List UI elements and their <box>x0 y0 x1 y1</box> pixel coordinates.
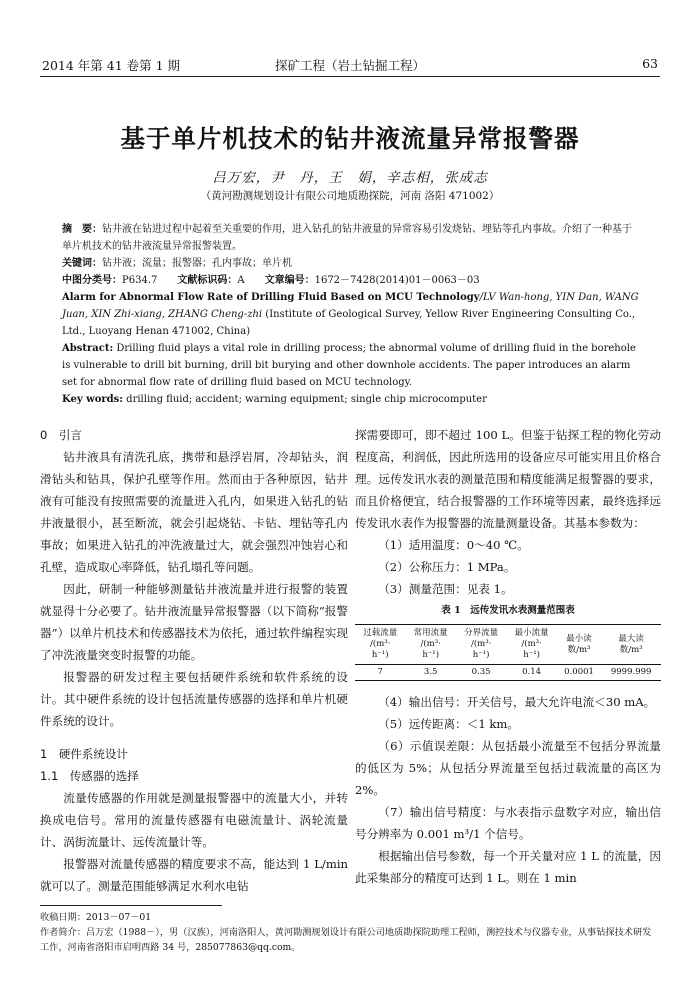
issue-info: 2014 年第 41 卷第 1 期 <box>42 58 181 73</box>
affiliation: （黄河勘测规划设计有限公司地质勘探院，河南 洛阳 471002） <box>200 190 500 202</box>
param-item: （5）远传距离：＜1 km。 <box>378 717 519 731</box>
table-header: 最大读 数/m³ <box>601 625 661 665</box>
header-rule <box>40 76 660 77</box>
section-heading-intro: 0 引言 <box>40 428 82 442</box>
abstract-en <box>62 340 640 391</box>
english-affiliation: (Institute of Geological Survey, Yellow River Engineering Consulting Co., Ltd., Luoyang Henan 471002, China) <box>62 309 636 337</box>
paragraph: 钻井液具有清洗孔底，携带和悬浮岩屑，冷却钻头，润滑钻头和钻具，保护孔壁等作用。然而由于各种原因，钻井液有可能没有按照需要的流量进入孔内，如果进入钻孔的钻井液量很小，甚至断流，就会引起烧钻、卡钻、埋钻等孔内事故；如果进入钻孔的冲洗液量过大，就会强烈冲蚀岩心和孔壁，造成取心率降低，钻孔塌孔等问题。 <box>40 450 348 574</box>
author-bio: 作者简介：吕万宏（1988－），男（汉族），河南洛阳人，黄河勘测规划设计有限公司地质勘探院助理工程师，测控技术与仪器专业，从事钻探技术研发工作，河南省洛阳市启明西路 34 号，285077863@qq.com。 <box>40 927 652 953</box>
table-header: 分界流量 /(m³· h⁻¹) <box>456 625 506 665</box>
paragraph: 流量传感器的作用就是测量报警器中的流量大小，并转换成电信号。常用的流量传感器有电磁流量计、涡轮流量计、涡街流量计、远传流量计等。 <box>40 791 348 849</box>
abstract-en-text: Drilling fluid plays a vital role in drilling process; the abnormal volume of drilling fluid in the borehole is vulnerable to drill bit burning, drill bit burying and other downhole accidents. The paper introduces an alarm set for abnormal flow rate of drilling fluid based on MCU technology. <box>62 343 636 388</box>
param-item: （3）测量范围：见表 1。 <box>378 582 513 596</box>
param-item: （7）输出信号精度：与水表指示盘数字对应，输出信号分辨率为 0.001 m³/1 个信号。 <box>355 805 661 841</box>
table-cell: 0.35 <box>456 665 506 681</box>
english-title: Alarm for Abnormal Flow Rate of Drilling Fluid Based on MCU Technology <box>62 292 480 303</box>
measurement-range-table <box>355 624 661 681</box>
keywords-en-label: Key words: <box>62 394 123 405</box>
paragraph: 因此，研制一种能够测量钻井液流量并进行报警的装置就显得十分必要了。钻井液流量异常报警器（以下简称“报警器”）以单片机技术和传感器技术为依托，通过软件编程实现了冲洗液量突变时报警的功能。 <box>40 582 348 662</box>
abstract-block <box>62 221 640 408</box>
keywords-en-text: drilling fluid; accident; warning equipment; single chip microcomputer <box>123 394 487 405</box>
authors: 吕万宏，尹 丹，王 娟，辛志相，张成志 <box>212 170 488 186</box>
footnote-rule <box>40 905 222 906</box>
english-authors: /LV Wan-hong, YIN Dan, WANG Juan, XIN Zhi-xiang, ZHANG Cheng-zhi <box>62 292 639 320</box>
art-value: 1672－7428(2014)01－0063－03 <box>314 275 480 286</box>
left-column <box>40 424 348 897</box>
keywords-en <box>62 391 640 408</box>
english-title-line <box>62 289 640 340</box>
received-date: 收稿日期：2013－07－01 <box>40 912 152 923</box>
keywords-text: 钻井液；流量；报警器；孔内事故；单片机 <box>102 258 292 269</box>
table-header: 最小读 数/m³ <box>557 625 601 665</box>
table-cell: 0.0001 <box>557 665 601 681</box>
page-number: 63 <box>642 56 658 71</box>
table-row <box>355 665 661 681</box>
paragraph: 根据输出信号参数，每一个开关量对应 1 L 的流量，因此采集部分的精度可达到 1 L。则在 1 min <box>355 849 661 885</box>
section-heading-hardware: 1 硬件系统设计 <box>40 747 128 761</box>
footnote <box>40 910 658 955</box>
param-item: （6）示值误差限：从包括最小流量至不包括分界流量的低区为 5%；从包括分界流量至包括过载流量的高区为 2%。 <box>355 739 661 797</box>
paragraph: 探需要即可，即不超过 100 L。但鉴于钻探工程的物化劳动程度高，利润低，因此所选用的设备应尽可能实用且价格合理。远传发讯水表的测量范围和精度能满足报警器的要求，而且价格便宜，结合报警器的工作环境等因素，最终选择远传发讯水表作为报警器的流量测量设备。其基本参数为： <box>355 428 661 530</box>
abstract-cn <box>62 221 640 255</box>
subsection-heading-sensor: 1.1 传感器的选择 <box>40 769 139 783</box>
doc-label: 文献标识码： <box>177 275 238 286</box>
table-caption: 表 1 远传发讯水表测量范围表 <box>441 605 575 616</box>
param-item: （1）适用温度：0～40 ℃。 <box>378 538 529 552</box>
table-header-row <box>355 625 661 665</box>
art-label: 文章编号： <box>264 275 315 286</box>
param-item: （4）输出信号：开关信号，最大允许电流＜30 mA。 <box>378 695 656 709</box>
paper-title: 基于单片机技术的钻井液流量异常报警器 <box>120 124 580 153</box>
table-cell: 9999.999 <box>601 665 661 681</box>
keywords-cn <box>62 255 640 272</box>
table-cell: 3.5 <box>405 665 455 681</box>
table-cell: 7 <box>355 665 405 681</box>
keywords-label: 关键词： <box>62 258 102 269</box>
right-column <box>355 424 661 889</box>
table-header: 最小流量 /(m³· h⁻¹) <box>506 625 556 665</box>
clc-label: 中图分类号： <box>62 275 122 286</box>
abstract-text: 钻井液在钻进过程中起着至关重要的作用，进入钻孔的钻井液量的异常容易引发烧钻、埋钻等孔内事故。介绍了一种基于单片机技术的钻井液流量异常报警装置。 <box>62 224 632 252</box>
paragraph: 报警器对流量传感器的精度要求不高，能达到 1 L/min 就可以了。测量范围能够满足水利水电钻 <box>40 857 348 893</box>
abstract-en-label: Abstract: <box>62 343 114 354</box>
table-cell: 0.14 <box>506 665 556 681</box>
clc-value: P634.7 <box>122 275 158 286</box>
paragraph: 报警器的研发过程主要包括硬件系统和软件系统的设计。其中硬件系统的设计包括流量传感器的选择和单片机硬件系统的设计。 <box>40 670 348 728</box>
table-header: 过载流量 /(m³· h⁻¹) <box>355 625 405 665</box>
doc-value: A <box>237 275 245 286</box>
param-item: （2）公称压力：1 MPa。 <box>378 560 516 574</box>
table-header: 常用流量 /(m³· h⁻¹) <box>405 625 455 665</box>
abstract-label: 摘 要： <box>62 224 102 235</box>
journal-name: 探矿工程（岩土钻掘工程） <box>274 58 425 73</box>
classification-line <box>62 272 640 289</box>
